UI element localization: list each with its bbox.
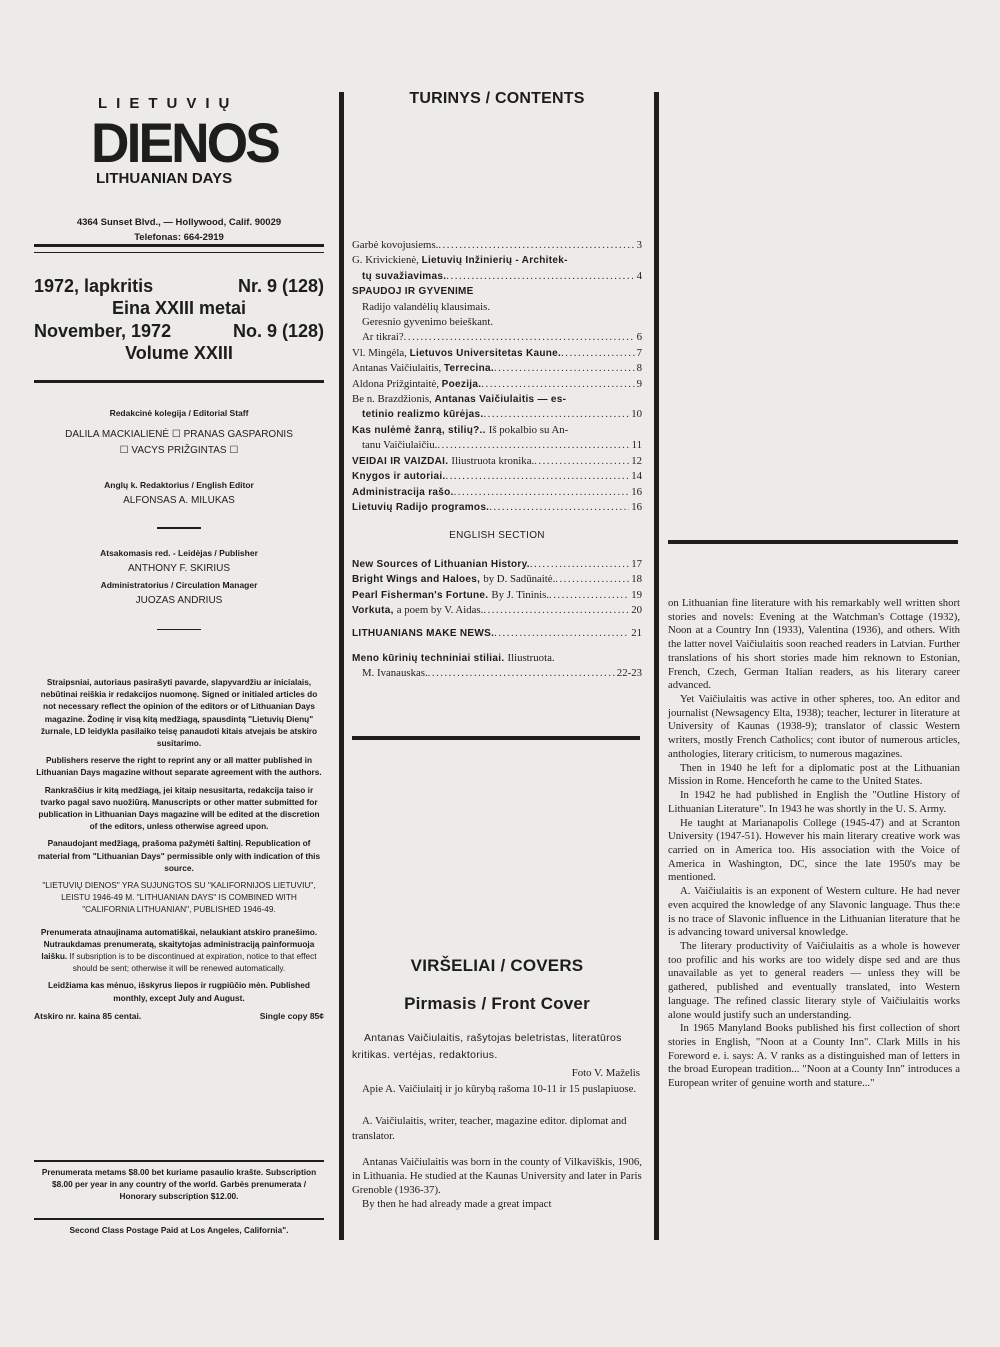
entry-note: Iliustruota.	[507, 652, 555, 664]
leader-dots	[483, 603, 629, 618]
entry-title: Lietuvių Inžinierių - Architek-	[421, 255, 568, 267]
entry-page: 21	[631, 627, 642, 639]
address: 4364 Sunset Blvd., — Hollywood, Calif. 90029	[76, 217, 282, 228]
contents-entry-title	[352, 454, 534, 469]
contents-entry	[352, 300, 642, 315]
issue-number-lt: Nr. 9 (128)	[237, 276, 324, 296]
entry-title: tetinio realizmo kūrėjas.	[362, 409, 484, 421]
entry-author: Iliustruota kronika.	[451, 454, 535, 467]
circulation-label: Administratorius / Circulation Manager	[100, 579, 258, 590]
entry-title: Meno kūrinių techniniai stiliai.	[352, 653, 508, 664]
rule-mid	[352, 736, 640, 740]
article-paragraph-6: A. Vaičiulaitis is an exponent of Western culture. He had never even acquired the knowledge of any Slavonic language. Thus the:e is no trace of Slavonic influence in the Lithuanian literature that he is advancing toward universal knowledge.	[668, 885, 960, 939]
contents-entry	[352, 284, 642, 299]
entry-page: 10	[631, 408, 642, 421]
photo-credit: Foto V. Maželis	[571, 1067, 640, 1079]
logo-lietuviu: LIETUVIŲ	[98, 95, 239, 112]
publisher-label: Atsakomasis red. - Leidėjas / Publisher	[100, 547, 258, 558]
entry-title: Bright Wings and Haloes,	[352, 574, 484, 586]
article-paragraph-4: In 1942 he had published in English the "Outline History of Lithuanian Literature". In 1943 he was shortly in the U. S. Army.	[668, 789, 960, 815]
leader-dots	[404, 330, 635, 345]
leader-dots	[483, 407, 629, 422]
subscription-block	[34, 1166, 324, 1208]
entry-page: 12	[631, 454, 642, 467]
article-continuation	[668, 597, 960, 1091]
publisher-name: ANTHONY F. SKIRIUS	[127, 562, 231, 574]
contents-entry-title	[352, 423, 568, 438]
entry-page: 7	[636, 346, 642, 359]
leader-dots	[446, 469, 630, 484]
contents-entry-title	[352, 500, 489, 515]
contents-entry-title	[352, 346, 561, 361]
contents-entry-title	[362, 315, 493, 330]
rule-3	[34, 1160, 324, 1162]
contents-entry-title	[352, 485, 454, 500]
note-combined: "LIETUVIŲ DIENOS" YRA SUJUNGTOS SU "KALIFORNIJOS LIETUVIU", LEISTU 1946-49 M. "LITHUANIAN DAYS" IS COMBINED WITH "CALIFORNIA LITHUANIAN", PUBLISHED 1946-49.	[42, 880, 316, 915]
issue-date-en: November, 1972	[34, 321, 172, 341]
leader-dots	[454, 485, 630, 500]
issue-date-lt: 1972, lapkritis	[34, 276, 154, 296]
entry-page: 14	[631, 470, 642, 483]
entry-title: Antanas Vaičiulaitis — es-	[434, 394, 567, 406]
leader-dots	[438, 238, 634, 253]
contents-entry	[352, 500, 642, 515]
entry-author: By J. Tininis.	[491, 588, 550, 601]
entry-title: Poezija.	[441, 378, 482, 390]
leader-dots	[489, 500, 629, 515]
short-rule-2	[157, 629, 201, 631]
staff-block	[34, 405, 324, 630]
rule-4	[34, 1218, 324, 1220]
contents-entry	[352, 423, 642, 438]
contents-entry-title	[352, 603, 483, 618]
entry-title: Knygos ir autoriai.	[352, 471, 446, 483]
note-source: Panaudojant medžiagą, prašoma pažymėti šaltinį. Republication of material from "Lithuanian Days" permissible only with indication of this source.	[37, 838, 321, 873]
contents-entry-title	[352, 238, 438, 253]
cover-bio-en-cont: By then he had already made a great impact	[362, 1198, 552, 1211]
contents-entry	[352, 666, 642, 681]
cover-bio-en: Antanas Vaičiulaitis was born in the county of Vilkaviškis, 1906, in Lithuania. He studied at the Kaunas University and later in Paris Grenoble (1936-37).	[352, 1155, 642, 1197]
rule-1b	[34, 252, 324, 253]
entry-title: Kas nulėmė žanrą, stilių?..	[352, 424, 489, 436]
short-rule-1	[157, 527, 201, 529]
contents-heading: TURINYS / CONTENTS	[409, 90, 585, 107]
leader-dots	[549, 588, 629, 603]
front-cover-caption	[352, 1030, 642, 1212]
entry-author: Geresnio gyvenimo beieškant.	[362, 316, 494, 329]
leader-dots	[481, 377, 634, 392]
contents-entry-title	[362, 300, 490, 315]
contents-entry	[352, 361, 642, 376]
contents-entry-title	[352, 651, 555, 666]
note-manuscripts: Rankraščius ir kitą medžiagą, jei kitaip nesusitarta, redakcija taiso ir tvarko pagal savo nuožiūrą. Manuscripts or other matter submitted for publication in Lithuanian Days magazine will be edited at the discretion of the editors, unless otherwise agreed upon.	[38, 784, 320, 832]
phone: Telefonas: 664-2919	[134, 232, 224, 243]
leader-dots	[428, 666, 615, 681]
entry-title: New Sources of Lithuanian History.	[352, 559, 530, 570]
entry-page: 4	[636, 269, 642, 282]
contents-entry	[352, 626, 642, 641]
masthead-column	[34, 95, 324, 245]
rule-right	[668, 540, 958, 544]
entry-author: Be n. Brazdžionis,	[352, 393, 435, 406]
entry-author: M. Ivanauskas.	[362, 667, 428, 680]
article-paragraph-8: In 1965 Manyland Books published his first collection of short stories in English, "Noon at a County Inn". Clark Mills in his Foreword e. i. says: A. V ranks as a distinguished man of letters in the broad European tradition... "Noon at a County Inn" introduces a European writer of genuine worth and stature..."	[668, 1022, 960, 1090]
contents-entry	[352, 377, 642, 392]
issue-year-lt: Eina XXIII metai	[111, 298, 247, 318]
article-paragraph-1: on Lithuanian fine literature with his remarkably well written short stories and novels: Evening at the Watchman's Cottage (1932), Noon at a Country Inn (1933), Valentina (1936), and others. With the latter novel Vaičiulaitis soon reached readers in Latvian. Further translations of his short stories made him reknown to Estonian, French, Czech, German Italian readers, as his literary career advanced.	[668, 597, 960, 692]
cover-intro-en: A. Vaičiulaitis, writer, teacher, magazine editor. diplomat and translator.	[352, 1115, 627, 1142]
contents-entry	[352, 330, 642, 345]
entry-title: LITHUANIANS MAKE NEWS.	[352, 628, 495, 639]
entry-page: 22-23	[616, 667, 642, 680]
contents-entry-title	[362, 269, 446, 284]
entry-author: by D. Sadūnaitė.	[483, 573, 556, 586]
entry-page: 16	[631, 500, 642, 513]
front-cover-heading: Pirmasis / Front Cover	[404, 994, 590, 1013]
article-paragraph-3: Then in 1940 he left for a diplomatic post at the Lithuanian Mission in Rome. Henceforth he came to the United States.	[668, 761, 960, 788]
entry-page: 3	[636, 239, 642, 251]
note-subscription: Prenumerata metams $8.00 bet kuriame pasaulio krašte. Subscription $8.00 per year in any country of the world. Garbės prenumerata / Honorary subscription $12.00.	[41, 1167, 317, 1202]
cover-reference-lt: Apie A. Vaičiulaitį ir jo kūrybą rašoma 10-11 ir 15 puslapiuose.	[362, 1083, 637, 1096]
rule-1	[34, 244, 324, 247]
english-section-heading: ENGLISH SECTION	[449, 530, 545, 541]
entry-title: Vorkuta,	[352, 605, 397, 617]
contents-entry	[352, 588, 642, 603]
contents-entry-title	[352, 392, 566, 407]
english-contents-list	[352, 557, 642, 619]
entry-title: tų suvažiavimas.	[362, 270, 447, 282]
entry-author: Aldona Prižgintaitė,	[352, 377, 442, 390]
entry-page: 6	[636, 331, 642, 344]
contents-entry-title	[352, 557, 530, 572]
contents-entry	[352, 454, 642, 469]
contents-entry-title	[352, 377, 481, 392]
news-contents	[352, 626, 642, 641]
editorial-names-1: DALILA MACKIALIENĖ ☐ PRANAS GASPARONIS	[65, 429, 293, 440]
entry-author: Radijo valandėlių klausimais.	[362, 300, 491, 313]
note-monthly: Leidžiama kas mėnuo, išskyrus liepos ir rugpiūčio mėn. Published monthly, except July and August.	[48, 980, 310, 1003]
entry-author: Vl. Mingėla,	[352, 346, 410, 359]
contents-entry	[352, 603, 642, 618]
entry-title: Lietuvos Universitetas Kaune.	[409, 347, 562, 359]
entry-title: Lietuvių Radijo programos.	[352, 501, 490, 513]
entry-page: 18	[631, 573, 642, 586]
logo-dienos: DIENOS	[91, 111, 278, 174]
entry-page: 19	[631, 588, 642, 601]
single-copy-lt: Atskiro nr. kaina 85 centai.	[34, 1010, 142, 1021]
english-editor-label: Anglų k. Redaktorius / English Editor	[104, 480, 254, 490]
art-contents	[352, 651, 642, 682]
contents-entry	[352, 253, 642, 268]
contents-entry	[352, 485, 642, 500]
entry-page: 9	[636, 377, 642, 390]
column-rule-left	[339, 92, 344, 1240]
contents-entry	[352, 407, 642, 422]
entry-author: G. Krivickienė,	[352, 254, 422, 267]
contents-list	[352, 238, 642, 515]
note-lt-1: Straipsniai, autoriaus pasirašyti pavarde, slapyvardžiu ar inicialais, nebūtinai reiškia ir redakcijos nuomonę. Signed or initialed articles do not necessary reflect the opinion of the editors or of Lithuanian Days magazine. Žodinę ir visą kitą medžiagą, spausdintą "Lietuvių Dienų" žurnale, LD leidykla pasilaiko teisę panaudoti kitais atvejais be atskiro susitarimo.	[40, 677, 318, 749]
entry-page: 17	[631, 558, 642, 570]
entry-author: Iš pokalbio su An-	[488, 423, 569, 436]
entry-page: 11	[631, 439, 642, 452]
contents-entry	[352, 346, 642, 361]
issue-block	[34, 275, 324, 364]
contents-entry	[352, 469, 642, 484]
note-reprint: Publishers reserve the right to reprint any or all matter published in Lithuanian Days magazine without separate agreement with the authors.	[36, 755, 322, 778]
entry-title: Administracija rašo.	[352, 486, 454, 498]
contents-entry-title	[362, 330, 404, 345]
contents-entry	[352, 651, 642, 666]
leader-dots	[494, 361, 635, 376]
postage-block	[34, 1224, 324, 1241]
contents-entry	[352, 392, 642, 407]
entry-author: Antanas Vaičiulaitis,	[352, 362, 444, 375]
single-copy-en: Single copy 85¢	[259, 1010, 324, 1021]
issue-volume-en: Volume XXIII	[125, 343, 233, 363]
contents-entry	[352, 572, 642, 587]
entry-title: VEIDAI IR VAIZDAI.	[352, 455, 452, 467]
contents-entry	[352, 238, 642, 253]
address-block	[34, 215, 324, 245]
entry-author: tanu Vaičiulaičiu.	[362, 439, 438, 452]
editorial-names-2: ☐ VACYS PRIŽGINTAS ☐	[119, 445, 239, 456]
leader-dots	[555, 572, 629, 587]
contents-entry-title	[352, 361, 494, 376]
entry-author: Garbė kovojusiems.	[352, 239, 439, 251]
contents-entry-title	[362, 407, 483, 422]
leader-dots	[446, 269, 634, 284]
entry-page: 16	[631, 485, 642, 498]
contents-section-label: SPAUDOJ IR GYVENIME	[352, 286, 474, 298]
entry-page: 20	[631, 604, 642, 617]
column-rule-right	[654, 92, 659, 1240]
leader-dots	[494, 626, 629, 641]
contents-entry	[352, 438, 642, 453]
contents-entry-title	[352, 572, 555, 587]
covers-heading: VIRŠELIAI / COVERS	[410, 956, 584, 975]
contents-entry-title	[352, 469, 446, 484]
leader-dots	[561, 346, 634, 361]
note-postage: Second Class Postage Paid at Los Angeles, California".	[69, 1225, 289, 1235]
leader-dots	[437, 438, 629, 453]
entry-title: Terrecina.	[443, 363, 494, 375]
entry-author: a poem by V. Aidas.	[396, 604, 484, 617]
entry-page: 8	[636, 362, 642, 375]
cover-caption-lt: Antanas Vaičiulaitis, rašytojas beletristas, literatūros kritikas. vertėjas, redaktorius.	[352, 1032, 622, 1061]
note-renewal: Prenumerata atnaujinama automatiškai, nelaukiant atskiro pranešimo. Nutraukdamas prenumeratą, skaitytojas administraciją painformuoja laišku. If subsription is to be discontinued at expiration, notice to that effect should be sent; otherwise it will be renewed automatically.	[40, 926, 318, 974]
english-editor-name: ALFONSAS A. MILUKAS	[123, 495, 235, 506]
issue-number-en: No. 9 (128)	[232, 321, 324, 341]
leader-dots	[530, 557, 629, 572]
entry-author: Ar tikrai?	[362, 331, 404, 344]
article-paragraph-7: The literary productivity of Vaičiulaitis as a whole is however too profilic and his works are too widely dispe sed and are thus unavailable as yet to general readers — unless they will be gathered, published and eventually translated, into Western language. The refined classic literary style of Vaičiulaitis works alone would justify such an understanding.	[668, 939, 960, 1021]
article-paragraph-2: Yet Vaičiulaitis was active in other spheres, too. An editor and journalist (Newsagency Elta, 1938); teacher, lecturer in literature at University of Kaunas (1938-9); translator of classic Western writers, mostly French Catholics; cont ibutor of numerous articles, anthologies, literary criticism, to numerous magazines.	[668, 693, 960, 760]
contents-entry-title	[362, 438, 437, 453]
rule-2	[34, 380, 324, 383]
editorial-label: Redakcinė kolegija / Editorial Staff	[109, 408, 249, 418]
leader-dots	[534, 454, 629, 469]
article-paragraph-5: He taught at Marianapolis College (1945-47) and at Scranton University (1947-51). However his main literary creative work was carried on in America too. His association with the Voice of America in Washington, DC, since the late 1950's may be mentioned.	[668, 816, 960, 884]
logo-lithuanian-days: LITHUANIAN DAYS	[96, 170, 233, 187]
contents-entry-title	[352, 253, 568, 268]
contents-entry	[352, 557, 642, 572]
circulation-name: JUOZAS ANDRIUS	[135, 594, 223, 606]
entry-title: Pearl Fisherman's Fortune.	[352, 589, 492, 601]
contents-entry	[352, 315, 642, 330]
fine-print	[34, 676, 324, 1030]
contents-entry	[352, 269, 642, 284]
contents-entry-title	[352, 588, 549, 603]
